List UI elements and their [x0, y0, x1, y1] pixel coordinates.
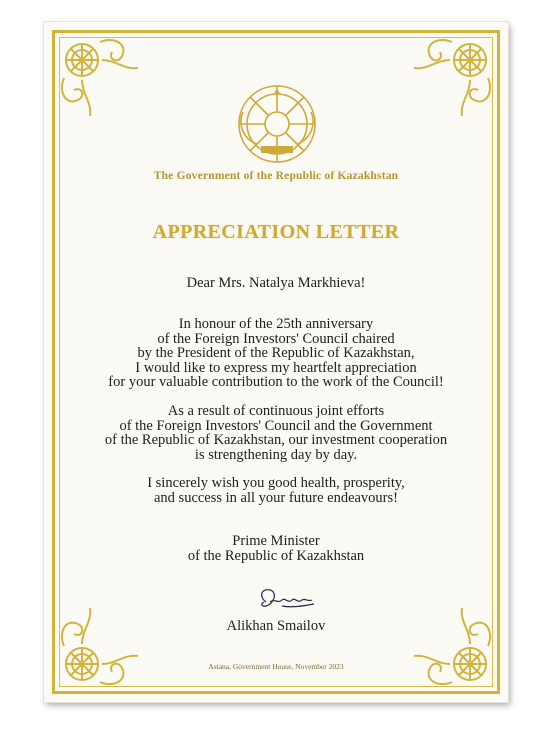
letter-title: APPRECIATION LETTER [152, 221, 400, 243]
paragraph-anniversary [74, 317, 478, 390]
paragraph-cooperation [74, 404, 478, 462]
signatory-position [74, 534, 478, 563]
signatory-name [74, 619, 478, 634]
paragraph-line: As a result of continuous joint efforts [167, 403, 385, 419]
paragraph-line: and success in all your future endeavours! [153, 489, 398, 506]
position-line: Prime Minister [232, 533, 320, 549]
corner-ornament-top-right [408, 30, 500, 122]
corner-ornament-top-left [52, 30, 144, 122]
position-line: of the Republic of Kazakhstan [187, 547, 365, 564]
handwritten-signature [252, 584, 322, 612]
paragraph-line: for your valuable contribution to the work of the Council! [108, 374, 444, 390]
government-heading: The Government of the Republic of Kazakhstan [153, 170, 399, 182]
signatory-name-text: Alikhan Smailov [226, 618, 326, 634]
letter-sheet [44, 22, 508, 702]
greeting-text: Dear Mrs. Natalya Markhieva! [186, 275, 366, 291]
paragraph-line: is strengthening day by day. [194, 446, 358, 463]
corner-ornament-bottom-left [52, 602, 144, 694]
greeting [74, 276, 478, 291]
paragraph-line: of the Republic of Kazakhstan, our investment cooperation [104, 432, 448, 448]
paragraph-line: I would like to express my heartfelt appreciation [135, 359, 417, 376]
paragraph-wishes [74, 476, 478, 505]
paragraph-line: by the President of the Republic of Kazakhstan, [137, 345, 415, 361]
paragraph-line: of the Foreign Investors' Council and the Government [119, 417, 433, 434]
state-emblem-icon [235, 82, 319, 166]
corner-ornament-bottom-right [408, 602, 500, 694]
place-date-footer: Astana, Government House, November 2023 [208, 662, 344, 671]
paragraph-line: I sincerely wish you good health, prosperity, [147, 475, 405, 491]
paragraph-line: In honour of the 25th anniversary [178, 316, 374, 332]
paragraph-line: of the Foreign Investors' Council chaired [157, 330, 395, 347]
